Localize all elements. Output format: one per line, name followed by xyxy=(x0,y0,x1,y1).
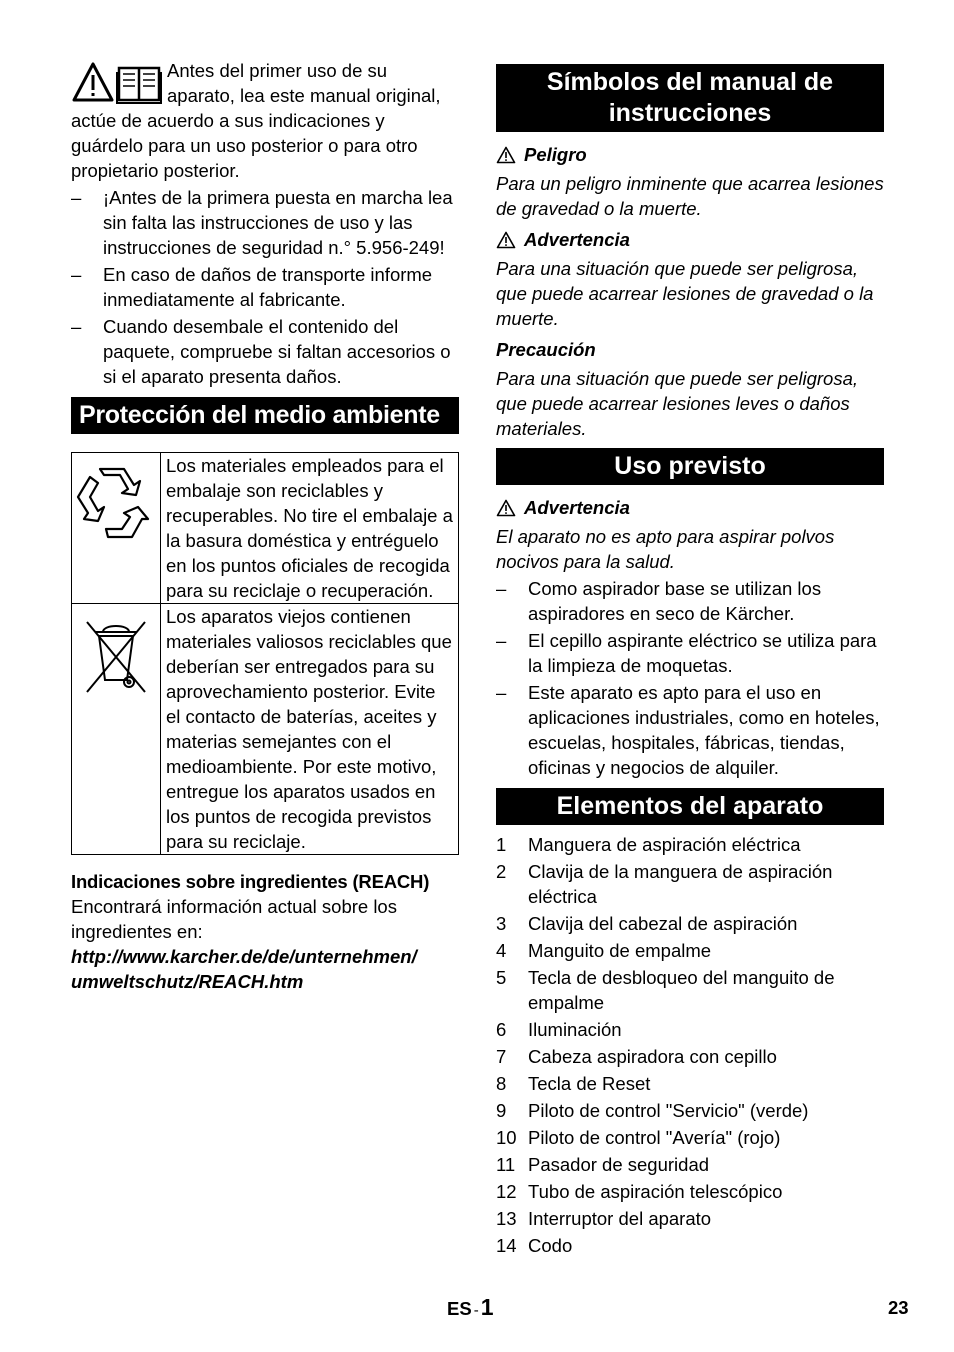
list-item: 5 Tecla de desbloqueo del manguito de empalme xyxy=(496,967,835,1013)
environment-table xyxy=(71,452,459,855)
disposal-text: Los aparatos viejos contienen materiales valiosos reciclables que deberían ser entregados para su aprovechamiento posterior. Evite el contacto de baterías, aceites y materias semejantes con el medioambiente. Por este motivo, entregue los aparatos usados en los puntos de recogida previstos para su reciclaje. xyxy=(161,604,459,855)
recycling-cell xyxy=(72,453,161,604)
list-item: – Como aspirador base se utilizan los aspiradores en seco de Kärcher. xyxy=(496,576,884,626)
list-item: 12 Tubo de aspiración telescópico xyxy=(496,1181,783,1202)
intro-text: Antes del primer uso de su aparato, lea este manual original, actúe de acuerdo a sus indicaciones y guárdelo para un uso posterior o para otro propietario posterior. xyxy=(71,60,441,181)
use-warning-text: El aparato no es apto para aspirar polvos nocivos para la salud. xyxy=(496,526,835,572)
intro-block xyxy=(71,58,459,183)
list-item: 2 Clavija de la manguera de aspiración eléctrica xyxy=(496,861,833,907)
reach-url-part-2: umweltschutz/REACH.htm xyxy=(71,971,304,992)
list-item: 9 Piloto de control "Servicio" (verde) xyxy=(496,1100,809,1121)
reach-heading: Indicaciones sobre ingredientes (REACH) xyxy=(71,871,430,892)
right-column xyxy=(496,58,884,1260)
section-heading-symbols xyxy=(496,64,884,132)
list-item: – Este aparato es apto para el uso en aplicaciones industriales, como en hoteles, escuelas, hospitales, fábricas, tiendas, oficinas y negocios de alquiler. xyxy=(496,680,884,780)
caution-label: Precaución xyxy=(496,339,596,360)
list-item: 4 Manguito de empalme xyxy=(496,940,712,961)
list-item: 7 Cabeza aspiradora con cepillo xyxy=(496,1046,777,1067)
table-row xyxy=(72,453,459,604)
warning-triangle-icon xyxy=(74,64,112,100)
caution-text: Para una situación que puede ser peligrosa, que puede acarrear lesiones leves o daños materiales. xyxy=(496,368,859,439)
danger-label: Peligro xyxy=(524,144,587,165)
danger-text: Para un peligro inminente que acarrea lesiones de gravedad o la muerte. xyxy=(496,173,884,219)
warning-heading xyxy=(496,227,884,252)
footer-section: 1 xyxy=(480,1294,494,1320)
list-item: 8 Tecla de Reset xyxy=(496,1073,651,1094)
table-row xyxy=(72,604,459,855)
list-item: – El cepillo aspirante eléctrico se utiliza para la limpieza de moquetas. xyxy=(496,628,884,678)
use-warning-label: Advertencia xyxy=(524,497,630,518)
footer-lang: ES xyxy=(447,1298,472,1319)
list-item: 14 Codo xyxy=(496,1235,573,1256)
list-item: 3 Clavija del cabezal de aspiración xyxy=(496,913,798,934)
intro-icons xyxy=(71,60,163,106)
manual-book-icon xyxy=(117,68,161,103)
list-item: – Cuando desembale el contenido del paquete, compruebe si faltan accesorios o si el aparato presenta daños. xyxy=(71,314,459,389)
footer-separator: - xyxy=(473,1302,479,1319)
list-item: 1 Manguera de aspiración eléctrica xyxy=(496,834,801,855)
list-item: 11 Pasador de seguridad xyxy=(496,1154,710,1175)
list-item: 13 Interruptor del aparato xyxy=(496,1208,712,1229)
list-item: 10 Piloto de control "Avería" (rojo) xyxy=(496,1127,781,1148)
reach-text: Encontrará información actual sobre los ingredientes en: xyxy=(71,896,397,942)
footer-section-label xyxy=(447,1295,493,1323)
page-number: 23 xyxy=(888,1297,909,1318)
symbols-heading-line-2: instrucciones xyxy=(608,99,772,127)
reach-url-part-1: http://www.karcher.de/de/unternehmen/ xyxy=(71,946,417,967)
list-item: 6 Iluminación xyxy=(496,1019,622,1040)
recycling-text: Los materiales empleados para el embalaje son reciclables y recuperables. No tire el embalaje a la basura doméstica y entréguelo en los puntos oficiales de recogida para su reciclaje o recuperación. xyxy=(161,453,459,604)
crossed-bin-icon xyxy=(81,616,151,700)
danger-heading xyxy=(496,142,884,167)
reach-link[interactable] xyxy=(71,944,459,994)
symbols-heading-line-1: Símbolos del manual de xyxy=(546,68,834,96)
list-item: – ¡Antes de la primera puesta en marcha lea sin falta las instrucciones de uso y las instrucciones de seguridad n.° 5.956-249! xyxy=(71,185,459,260)
section-heading-environment: Protección del medio ambiente xyxy=(71,397,459,434)
left-column xyxy=(71,58,459,994)
warning-label: Advertencia xyxy=(524,229,630,250)
elements-list xyxy=(496,832,884,1258)
section-heading-elements: Elementos del aparato xyxy=(496,788,884,825)
warning-triangle-icon xyxy=(496,231,516,249)
warning-triangle-icon xyxy=(496,146,516,164)
section-heading-intended-use: Uso previsto xyxy=(496,448,884,485)
warning-text: Para una situación que puede ser peligrosa, que puede acarrear lesiones de gravedad o la muerte. xyxy=(496,258,874,329)
warning-triangle-icon xyxy=(496,499,516,517)
intro-list xyxy=(71,185,459,389)
bin-cell xyxy=(72,604,161,855)
list-item: – En caso de daños de transporte informe inmediatamente al fabricante. xyxy=(71,262,459,312)
use-list xyxy=(496,576,884,780)
use-warning-heading xyxy=(496,495,884,520)
recycling-icon xyxy=(76,463,156,543)
